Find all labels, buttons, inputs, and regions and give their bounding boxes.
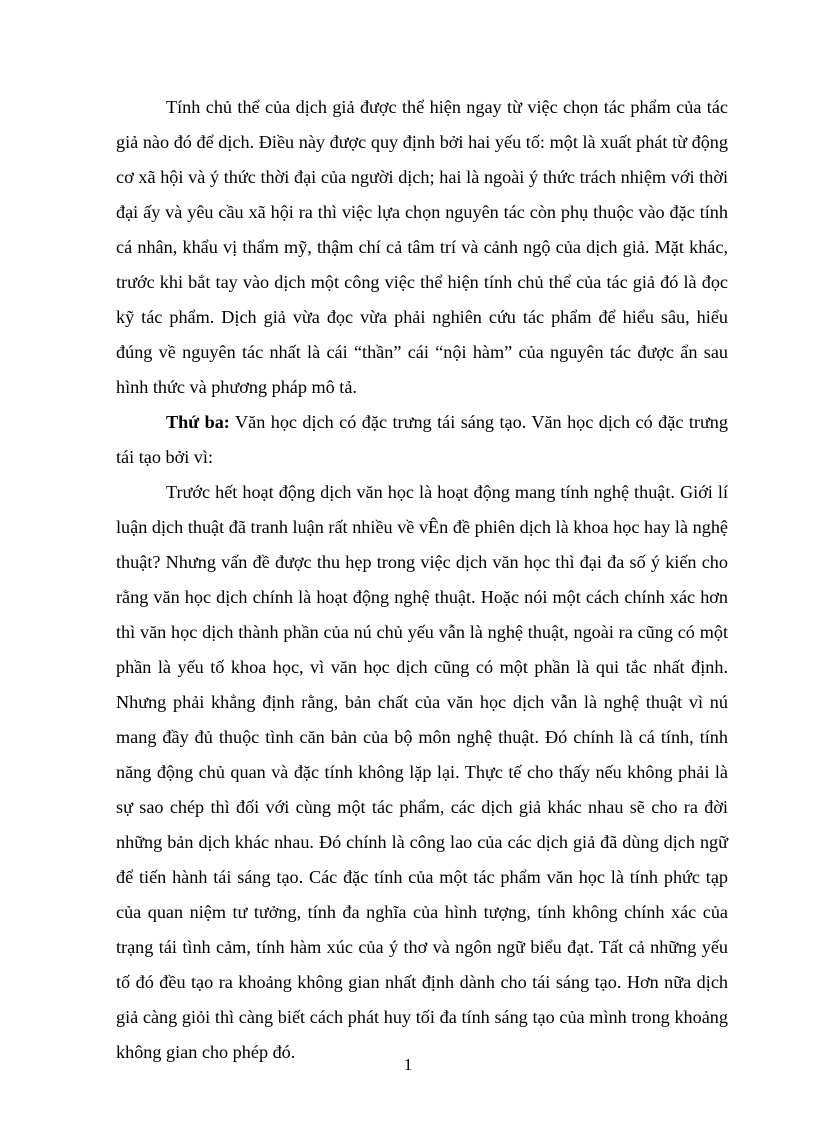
paragraph-1-text: Tính chủ thể của dịch giả được thể hiện ngay từ việc chọn tác phẩm của tác giả nào đó để dịch. Điều này được quy định bởi hai yếu tố: một là xuất phát từ động cơ xã hội và ý thức thời đại của người dịch; hai là ngoài ý thức trách nhiệm với thời đại ấy và yêu cầu xã hội ra thì việc lựa chọn nguyên tác còn phụ thuộc vào đặc tính cá nhân, khẩu vị thẩm mỹ, thậm chí cả tâm trí và cảnh ngộ của dịch giả. Mặt khác, trước khi bắt tay vào dịch một công việc thể hiện tính chủ thể của tác giả đó là đọc kỹ tác phẩm. Dịch giả vừa đọc vừa phải nghiên cứu tác phẩm để hiểu sâu, hiểu đúng về nguyên tác nhất là cái “thần” cái “nội hàm” của nguyên tác được ẩn sau hình thức và phương pháp mô tả. bbox=[116, 97, 728, 397]
page-number: 1 bbox=[403, 1055, 413, 1074]
paragraph-3-text: Trước hết hoạt động dịch văn học là hoạt động mang tính nghệ thuật. Giới lí luận dịch thuật đã tranh luận rất nhiều về vÊn đề phiên dịch là khoa học hay là nghệ thuật? Nhưng vấn đề được thu hẹp trong việc dịch văn học thì đại đa số ý kiến cho rằng văn học dịch chính là hoạt động nghệ thuật. Hoặc nói một cách chính xác hơn thì văn học dịch thành phần của nú chủ yếu vẫn là nghệ thuật, ngoài ra cũng có một phần là yếu tố khoa học, vì văn học dịch cũng có một phần là qui tắc nhất định. Nhưng phải khẳng định rằng, bản chất của văn học dịch vẫn là nghệ thuật vì nú mang đầy đủ thuộc tình căn bản của bộ môn nghệ thuật. Đó chính là cá tính, tính năng động chủ quan và đặc tính không lặp lại. Thực tế cho thấy nếu không phải là sự sao chép thì đối với cùng một tác phẩm, các dịch giả khác nhau sẽ cho ra đời những bản dịch khác nhau. Đó chính là công lao của các dịch giả đã dùng dịch ngữ để tiến hành tái sáng tạo. Các đặc tính của một tác phẩm văn học là tính phức tạp của quan niệm tư tưởng, tính đa nghĩa của hình tượng, tính không chính xác của trạng tái tình cảm, tính hàm xúc của ý thơ và ngôn ngữ biểu đạt. Tất cả những yếu tố đó đều tạo ra khoảng không gian nhất định dành cho tái sáng tạo. Hơn nữa dịch giả càng giỏi thì càng biết cách phát huy tối đa tính sáng tạo của mình trong khoảng không gian cho phép đó. bbox=[116, 482, 728, 1062]
paragraph-2 bbox=[116, 405, 728, 475]
paragraph-3 bbox=[116, 475, 728, 1070]
paragraph-1 bbox=[116, 90, 728, 405]
body-text bbox=[116, 90, 728, 1070]
paragraph-2-text: Văn học dịch có đặc trưng tái sáng tạo. Văn học dịch có đặc trưng tái tạo bởi vì: bbox=[116, 412, 728, 467]
paragraph-2-lead: Thứ ba: bbox=[166, 412, 230, 432]
